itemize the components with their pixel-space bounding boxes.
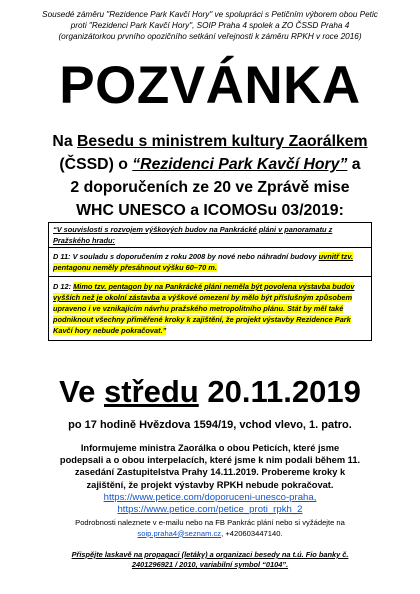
headline-text: (ČSSD) o (59, 156, 133, 173)
headline-text: Na (52, 133, 77, 150)
event-date (0, 372, 420, 412)
intro-line: proti "Rezidenci Park Kavčí Hory", SOIP Praha 4 spolek a ZO ČSSD Praha 4 (70, 21, 350, 30)
appeal-line: 2401296921 / 2010, variabilní symbol “0104”. (131, 560, 289, 569)
box-context (49, 223, 371, 248)
contact-info (40, 518, 380, 539)
d12-text: a výškové omezení by mělo být příslušným způsobem upraveno i ve vznikajícím návrhu pražského metropolitního plánu. Stát by měl také podniknout všechny přiměřené kroky k zajištění, že projekt výstavby Rezidence Park Kavčí hory nebude pokračovat.” (53, 293, 353, 335)
d11-text: D 11: V souladu s doporučením z roku 2008 by nové nebo náhradní budovy (53, 252, 319, 261)
headline-line: WHC UNESCO a ICOMOSu 03/2019: (76, 202, 344, 219)
info-line: Informujeme ministra Zaorálka o obou Peticích, které jsme (80, 443, 340, 453)
intro-line: (organizátorkou prvního opozičního setkání veřejnosti k záměru RPKH v roce 2016) (58, 32, 362, 41)
box-line: Pražského hradu: (53, 236, 116, 245)
contact-line: Podrobnosti naleznete v e-mailu nebo na FB Pankrác plání nebo si vyžádejte na (75, 518, 345, 527)
headline-text: a (347, 156, 361, 173)
headline (16, 130, 404, 222)
box-line: “V souvislosti s rozvojem výškových budov na Pankrácké pláni v panoramatu z (53, 225, 333, 234)
appeal-line: Přispějte laskavě na propagaci (letáky) a organizaci besedy na t.ú. Fio banky č. (71, 550, 349, 559)
intro-line: Sousedé záměru "Rezidence Park Kavčí Hory" ve spolupráci s Petičním výborem obou Petic (42, 10, 378, 19)
headline-event: Besedu s ministrem kultury Zaorálkem (77, 133, 368, 150)
date-weekday: středu (104, 374, 199, 409)
recommendation-d11 (49, 248, 371, 277)
date-prefix: Ve (59, 374, 104, 409)
contact-phone: , +420603447140. (221, 528, 283, 538)
organizers-intro (34, 9, 386, 42)
info-line: podepsali a o obou interpelacích, které jsme k nim podali během 11. (59, 455, 361, 466)
headline-project: “Rezidenci Park Kavčí Hory” (132, 156, 348, 173)
d12-highlight: Mimo tzv. pentagon by na Pankrácké pláni neměla být povolena výstavba budov vyšších než je okolní zástavba (53, 282, 355, 302)
recommendations-box (48, 222, 372, 341)
info-line: zajištění, že projekt výstavby RPKH nebude pokračovat. (86, 479, 334, 490)
info-line: zasedání Zastupitelstva Prahy 14.11.2019. Probereme kroky k (74, 467, 346, 478)
event-info (44, 442, 376, 491)
petition-link-rpkh[interactable]: https://www.petice.com/petice_proti_rpkh_2 (117, 504, 303, 515)
d12-label: D 12: (53, 282, 74, 291)
contact-email-link[interactable]: soip.praha4@seznam.cz (137, 528, 222, 538)
petition-link-unesco[interactable]: https://www.petice.com/doporuceni-unesco-praha, (103, 492, 317, 503)
d11-highlight-continued: pentagonu neměly přesáhnout výšku 60–70 m. (53, 263, 217, 272)
petition-links (60, 492, 360, 516)
event-time-place: po 17 hodině Hvězdova 1594/19, vchod vlevo, 1. patro. (68, 419, 352, 431)
d11-highlight: uvnitř tzv. (318, 252, 354, 261)
date-value: 20.11.2019 (198, 374, 361, 409)
recommendation-d12 (49, 277, 371, 340)
donation-appeal (40, 550, 380, 570)
headline-line: 2 doporučeních ze 20 ve Zprávě mise (70, 179, 350, 196)
page-title: POZVÁNKA (59, 56, 361, 115)
